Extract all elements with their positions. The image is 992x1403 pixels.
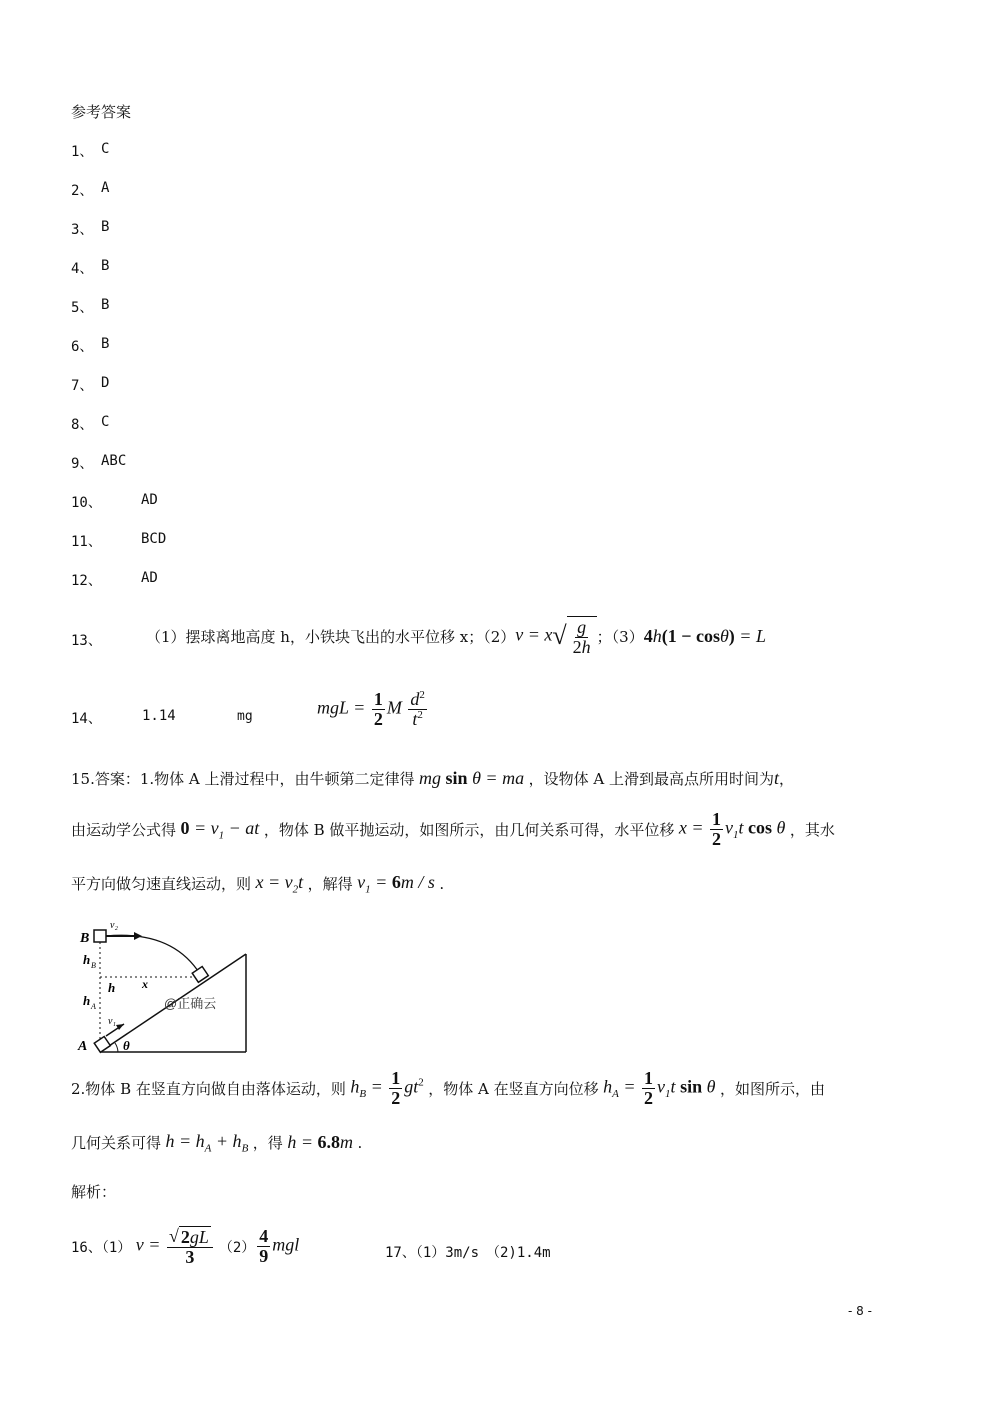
q15-formula-newton: mg sin θ = ma [414,768,529,788]
q14-value-2: mg [237,709,253,724]
q16-line [71,1226,299,1267]
answer-number: 10、 [71,495,102,511]
q16-number: 16、（1） [71,1239,132,1256]
q15-line-3b: ，解得 [307,875,353,894]
answer-number: 4、 [71,261,94,277]
block-a-bottom [94,1036,110,1052]
answer-value: A [101,180,110,196]
q13-line [146,616,766,657]
q15b-line-1b: ，物体 A 在竖直方向位移 [428,1079,599,1098]
watermark: @正确云 [164,996,217,1011]
q16-formula-v: v = √ 2gL 3 [131,1226,215,1267]
q15-line-2 [71,810,835,849]
answer-value: ABC [101,453,127,469]
q15b-line-1 [71,1069,825,1108]
physics-figure [72,912,252,1057]
answer-number: 12、 [71,573,102,589]
q15b-formula-ha: $h_A$ = $\frac{1}{2}$ $v_1t$ sin θ [598,1068,720,1108]
label-v2: v₂ [110,920,118,931]
label-a: A [78,1039,88,1054]
q15-formula-x: x = $\frac{1}{2}$ $v_1t$ cos θ [674,809,790,849]
block-a-top [192,966,208,982]
q14-number: 14、 [71,711,102,727]
label-x: x [142,977,148,991]
answer-value: B [101,336,110,352]
block-b [94,930,106,942]
label-ha-sub: A [91,1002,96,1011]
q15b-formula-result: h = 6.8m [282,1132,358,1153]
answer-number: 8、 [71,417,94,433]
q15b-line-2a: 几何关系可得 [71,1134,162,1153]
q15b-line-1c: ，如图所示，由 [719,1079,825,1098]
q14-value-1: 1.14 [142,708,176,724]
q15-line-1b: ，设物体 A 上滑到最高点所用时间为 [528,770,774,788]
label-theta: θ [123,1038,130,1053]
q15-line-2a: 由运动学公式得 [71,820,177,839]
answer-value: BCD [141,531,167,547]
answer-number: 11、 [71,534,102,550]
q17-line: 17、（1）3m/s （2)1.4m [385,1245,551,1261]
theta-arc [115,1043,118,1052]
q15b-formula-hb: $h_B$ = $\frac{1}{2}$ $gt^2$ [345,1068,424,1108]
answer-value: AD [141,492,158,508]
q15-line-2b: ，物体 B 做平抛运动，如图所示，由几何关系可得，水平位移 [263,820,675,839]
q15b-line-2c: . [357,1133,363,1152]
label-hb-sub: B [91,961,96,970]
q14-formula: mgL = $\frac{1}{2}$ M $\frac{d^2}{t^2}$ [317,689,425,729]
answer-value: B [101,297,110,313]
page-heading: 参考答案 [71,103,132,121]
answer-number: 6、 [71,339,94,355]
q15-line-1: 15.答案：1.物体 A 上滑过程中，由牛顿第二定律得 mg sin θ = ma ，设物体 A 上滑到最高点所用时间为 t ， [71,768,794,788]
answer-number: 7、 [71,378,94,394]
answer-value: C [101,414,110,430]
label-h: h [108,980,116,995]
q13-sep: ；（3） [596,627,644,646]
q13-text: （1）摆球离地高度 h，小铁块飞出的水平位移 x；（2） [146,627,516,646]
q13-number: 13、 [71,633,102,649]
answer-value: D [101,375,110,391]
q13-formula-L: 4h(1 − cosθ) = L [643,625,766,646]
answer-value: B [101,219,110,235]
q13-formula-v: v = x √ $\frac{g}{2h}$ [515,616,596,657]
page-number: - 8 - [848,1304,872,1318]
q15-line-2c: ，其水 [789,820,835,839]
answer-number: 2、 [71,183,94,199]
q15b-line-1a: 2.物体 B 在竖直方向做自由落体运动，则 [71,1079,346,1098]
answer-number: 5、 [71,300,94,316]
label-v1: v₁ [108,1016,116,1027]
q16-formula-energy: $\frac{4}{9}$ mgl [259,1226,300,1267]
answer-number: 3、 [71,222,94,238]
q15b-line-2 [71,1131,362,1155]
q15-line-3a: 平方向做匀速直线运动，则 [71,875,252,894]
q15-formula-x2: $x = v_2t$ [251,872,308,896]
answer-value: C [101,141,110,157]
label-b: B [80,931,90,946]
q15-formula-kinematic: $0 = v_1$ − at [180,817,264,842]
answer-number: 1、 [71,144,94,160]
q15-line-3c: . [439,874,445,893]
q15-var-t: t [773,768,779,788]
q16-part2-label: （2） [218,1239,256,1256]
q15-line-1a: 15.答案：1.物体 A 上滑过程中，由牛顿第二定律得 [71,770,415,788]
q15b-formula-h: $h = h_A + h_B$ [161,1131,249,1155]
projectile-trajectory [106,935,200,974]
answer-value: B [101,258,110,274]
label-hb: h [83,952,91,967]
label-ha: h [83,993,91,1008]
answer-value: AD [141,570,158,586]
q15b-line-2b: ，得 [252,1134,283,1153]
analysis-label: 解析： [71,1183,117,1201]
q15-line-3 [71,872,444,896]
answer-number: 9、 [71,456,94,472]
q15-formula-v1: $v_1 = 6m / s$ [352,872,440,896]
